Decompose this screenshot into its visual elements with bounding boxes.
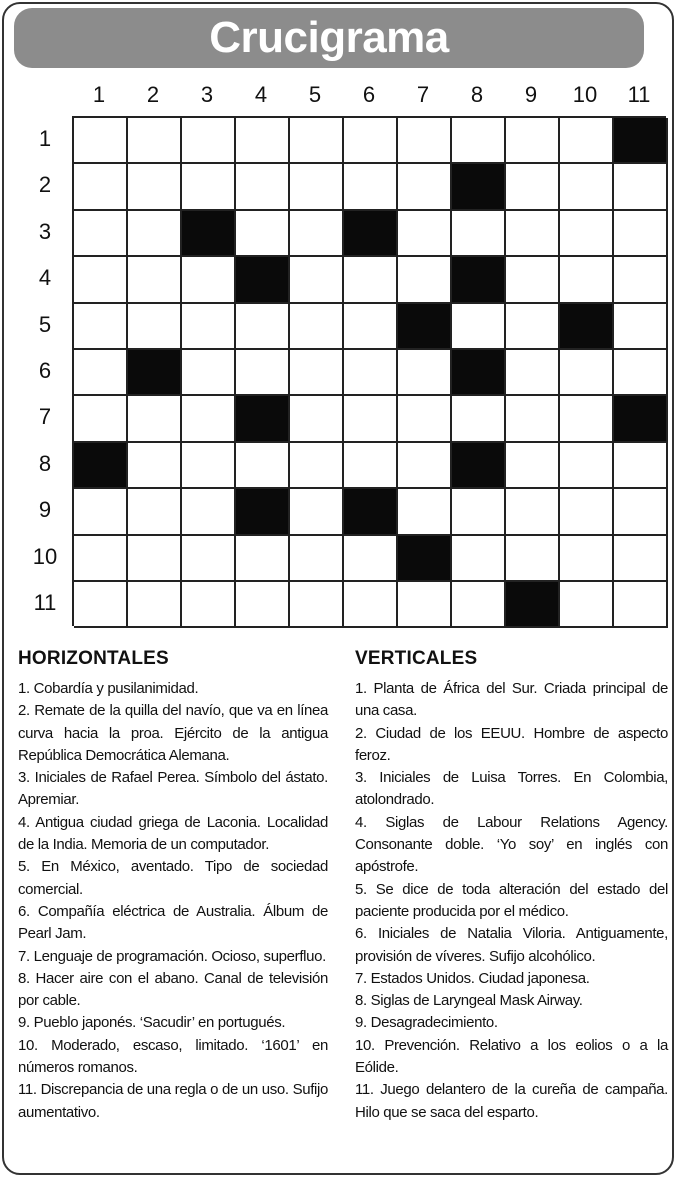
grid-cell-r2-c7[interactable] xyxy=(398,164,452,210)
horizontal-clue-2: 2. Remate de la quilla del navío, que va en línea curva hacia la proa. Ejército de la antigua República Democrática Alemana. xyxy=(18,702,328,764)
vertical-clue-9: 9. Desagradecimiento. xyxy=(355,1014,498,1032)
grid-cell-r1-c1[interactable] xyxy=(74,118,128,164)
vertical-clue-list xyxy=(355,678,668,1124)
horizontal-clue-9: 9. Pueblo japonés. ‘Sacudir’ en portugués. xyxy=(18,1014,286,1032)
grid-cell-r4-c1[interactable] xyxy=(74,257,128,303)
black-cell-r6-c8 xyxy=(452,350,506,396)
column-number-6: 6 xyxy=(362,82,376,107)
horizontal-clue-3: 3. Iniciales de Rafael Perea. Símbolo del ástato. Apremiar. xyxy=(18,769,328,809)
grid-cell-r9-c2[interactable] xyxy=(128,489,182,535)
grid-cell-r1-c4[interactable] xyxy=(236,118,290,164)
grid-cell-r2-c4[interactable] xyxy=(236,164,290,210)
grid-cell-r7-c1[interactable] xyxy=(74,396,128,442)
vertical-clue-3: 3. Iniciales de Luisa Torres. En Colombia, atolondrado. xyxy=(355,769,668,809)
grid-cell-r4-c2[interactable] xyxy=(128,257,182,303)
grid-cell-r4-c6[interactable] xyxy=(344,257,398,303)
grid-cell-r1-c2[interactable] xyxy=(128,118,182,164)
grid-cell-r11-c1[interactable] xyxy=(74,582,128,628)
grid-cell-r5-c5[interactable] xyxy=(290,304,344,350)
grid-cell-r8-c9[interactable] xyxy=(506,443,560,489)
grid-cell-r6-c4[interactable] xyxy=(236,350,290,396)
horizontal-clue-8: 8. Hacer aire con el abano. Canal de televisión por cable. xyxy=(18,969,328,1010)
grid-cell-r7-c10[interactable] xyxy=(560,396,614,442)
black-cell-r4-c8 xyxy=(452,257,506,303)
grid-cell-r3-c8[interactable] xyxy=(452,211,506,257)
grid-cell-r10-c3[interactable] xyxy=(182,536,236,582)
grid-cell-r4-c3[interactable] xyxy=(182,257,236,303)
column-number-4: 4 xyxy=(254,82,268,107)
black-cell-r7-c4 xyxy=(236,396,290,442)
column-number-1: 1 xyxy=(92,82,106,107)
crossword-grid xyxy=(72,116,666,626)
grid-cell-r1-c7[interactable] xyxy=(398,118,452,164)
black-cell-r9-c4 xyxy=(236,489,290,535)
grid-cell-r9-c1[interactable] xyxy=(74,489,128,535)
grid-cell-r3-c10[interactable] xyxy=(560,211,614,257)
horizontal-clues xyxy=(18,648,328,1124)
horizontal-clue-6: 6. Compañía eléctrica de Australia. Álbum de Pearl Jam. xyxy=(18,902,328,943)
grid-cell-r2-c11[interactable] xyxy=(614,164,668,210)
grid-cell-r6-c10[interactable] xyxy=(560,350,614,396)
grid-cell-r8-c11[interactable] xyxy=(614,443,668,489)
grid-cell-r6-c11[interactable] xyxy=(614,350,668,396)
column-number-2: 2 xyxy=(146,82,160,107)
grid-cell-r11-c5[interactable] xyxy=(290,582,344,628)
grid-cell-r11-c2[interactable] xyxy=(128,582,182,628)
grid-cell-r7-c9[interactable] xyxy=(506,396,560,442)
grid-cell-r4-c5[interactable] xyxy=(290,257,344,303)
grid-cell-r6-c1[interactable] xyxy=(74,350,128,396)
horizontal-clue-11: 11. Discrepancia de una regla o de un uso. Sufijo aumentativo. xyxy=(18,1081,328,1121)
column-number-7: 7 xyxy=(416,82,430,107)
grid-cell-r11-c6[interactable] xyxy=(344,582,398,628)
row-number-1: 1 xyxy=(38,126,52,151)
grid-cell-r2-c5[interactable] xyxy=(290,164,344,210)
grid-cell-r3-c5[interactable] xyxy=(290,211,344,257)
black-cell-r1-c11 xyxy=(614,118,668,164)
grid-cell-r11-c4[interactable] xyxy=(236,582,290,628)
grid-cell-r6-c6[interactable] xyxy=(344,350,398,396)
column-number-3: 3 xyxy=(200,82,214,107)
row-number-2: 2 xyxy=(38,172,52,198)
grid-cell-r1-c5[interactable] xyxy=(290,118,344,164)
grid-cell-r8-c3[interactable] xyxy=(182,443,236,489)
black-cell-r7-c11 xyxy=(614,396,668,442)
row-number-4: 4 xyxy=(38,265,52,291)
grid-cell-r10-c4[interactable] xyxy=(236,536,290,582)
grid-cell-r2-c3[interactable] xyxy=(182,164,236,210)
black-cell-r9-c6 xyxy=(344,489,398,535)
row-number-3: 3 xyxy=(38,218,52,244)
grid-cell-r11-c10[interactable] xyxy=(560,582,614,628)
grid-cell-r8-c10[interactable] xyxy=(560,443,614,489)
vertical-clue-7: 7. Estados Unidos. Ciudad japonesa. xyxy=(355,969,590,987)
grid-cell-r2-c2[interactable] xyxy=(128,164,182,210)
horizontal-clue-7: 7. Lenguaje de programación. Ocioso, superfluo. xyxy=(18,947,326,965)
grid-cell-r5-c2[interactable] xyxy=(128,304,182,350)
row-number-11: 11 xyxy=(33,590,57,615)
grid-cell-r3-c4[interactable] xyxy=(236,211,290,257)
column-number-10: 10 xyxy=(572,82,598,107)
vertical-clue-5: 5. Se dice de toda alteración del estado del paciente producida por el médico. xyxy=(355,880,668,920)
grid-cell-r1-c9[interactable] xyxy=(506,118,560,164)
grid-cell-r1-c10[interactable] xyxy=(560,118,614,164)
grid-cell-r10-c2[interactable] xyxy=(128,536,182,582)
grid-cell-r10-c6[interactable] xyxy=(344,536,398,582)
vertical-clue-11: 11. Juego delantero de la cureña de campaña. Hilo que se saca del esparto. xyxy=(355,1081,668,1121)
grid-cell-r1-c8[interactable] xyxy=(452,118,506,164)
horizontal-heading: HORIZONTALES xyxy=(18,648,169,669)
vertical-clue-10: 10. Prevención. Relativo a los eolios o a la Eólide. xyxy=(355,1036,668,1077)
grid-cell-r9-c9[interactable] xyxy=(506,489,560,535)
grid-cell-r3-c1[interactable] xyxy=(74,211,128,257)
grid-cell-r4-c9[interactable] xyxy=(506,257,560,303)
black-cell-r8-c1 xyxy=(74,443,128,489)
grid-cell-r7-c3[interactable] xyxy=(182,396,236,442)
row-number-7: 7 xyxy=(38,404,52,430)
column-number-11: 11 xyxy=(627,82,651,107)
column-numbers xyxy=(72,80,666,110)
grid-cell-r9-c7[interactable] xyxy=(398,489,452,535)
vertical-clue-6: 6. Iniciales de Natalia Viloria. Antiguamente, provisión de víveres. Sufijo alcohólico. xyxy=(355,925,668,965)
grid-cell-r3-c11[interactable] xyxy=(614,211,668,257)
vertical-clues xyxy=(355,648,668,1124)
grid-cell-r10-c1[interactable] xyxy=(74,536,128,582)
black-cell-r6-c2 xyxy=(128,350,182,396)
vertical-clue-4: 4. Siglas de Labour Relations Agency. Consonante doble. ‘Yo soy’ en inglés con apóstrofe. xyxy=(355,813,668,876)
grid-cell-r2-c6[interactable] xyxy=(344,164,398,210)
grid-cell-r2-c9[interactable] xyxy=(506,164,560,210)
grid-cell-r3-c9[interactable] xyxy=(506,211,560,257)
grid-cell-r1-c3[interactable] xyxy=(182,118,236,164)
black-cell-r11-c9 xyxy=(506,582,560,628)
grid-cell-r11-c8[interactable] xyxy=(452,582,506,628)
column-number-5: 5 xyxy=(308,82,322,107)
grid-cell-r1-c6[interactable] xyxy=(344,118,398,164)
grid-cell-r5-c8[interactable] xyxy=(452,304,506,350)
grid-cell-r10-c9[interactable] xyxy=(506,536,560,582)
grid-cell-r10-c8[interactable] xyxy=(452,536,506,582)
grid-cell-r8-c6[interactable] xyxy=(344,443,398,489)
black-cell-r5-c10 xyxy=(560,304,614,350)
grid-cell-r6-c9[interactable] xyxy=(506,350,560,396)
black-cell-r2-c8 xyxy=(452,164,506,210)
horizontal-clue-10: 10. Moderado, escaso, limitado. ‘1601’ en números romanos. xyxy=(18,1036,328,1077)
grid-cell-r3-c7[interactable] xyxy=(398,211,452,257)
grid-cell-r4-c7[interactable] xyxy=(398,257,452,303)
grid-cell-r9-c10[interactable] xyxy=(560,489,614,535)
grid-cell-r10-c11[interactable] xyxy=(614,536,668,582)
black-cell-r8-c8 xyxy=(452,443,506,489)
grid-cell-r11-c3[interactable] xyxy=(182,582,236,628)
grid-cell-r5-c11[interactable] xyxy=(614,304,668,350)
grid-cell-r3-c2[interactable] xyxy=(128,211,182,257)
grid-cell-r7-c5[interactable] xyxy=(290,396,344,442)
column-number-9: 9 xyxy=(524,82,538,107)
horizontal-clue-1: 1. Cobardía y pusilanimidad. xyxy=(18,680,199,697)
black-cell-r5-c7 xyxy=(398,304,452,350)
grid-cell-r5-c6[interactable] xyxy=(344,304,398,350)
grid-cell-r9-c8[interactable] xyxy=(452,489,506,535)
row-number-5: 5 xyxy=(38,311,52,337)
grid-cell-r6-c5[interactable] xyxy=(290,350,344,396)
grid-cell-r11-c11[interactable] xyxy=(614,582,668,628)
vertical-heading: VERTICALES xyxy=(355,648,478,669)
page-title: Crucigrama xyxy=(209,13,449,62)
grid-cell-r8-c7[interactable] xyxy=(398,443,452,489)
grid-cell-r7-c7[interactable] xyxy=(398,396,452,442)
column-number-8: 8 xyxy=(470,82,484,107)
grid-cell-r10-c5[interactable] xyxy=(290,536,344,582)
grid-cell-r9-c5[interactable] xyxy=(290,489,344,535)
horizontal-clue-4: 4. Antigua ciudad griega de Laconia. Localidad de la India. Memoria de un computador. xyxy=(18,813,328,854)
black-cell-r4-c4 xyxy=(236,257,290,303)
grid-cell-r2-c10[interactable] xyxy=(560,164,614,210)
grid-cell-r8-c2[interactable] xyxy=(128,443,182,489)
grid-cell-r2-c1[interactable] xyxy=(74,164,128,210)
row-number-9: 9 xyxy=(38,497,52,523)
black-cell-r3-c3 xyxy=(182,211,236,257)
grid-cell-r8-c4[interactable] xyxy=(236,443,290,489)
grid-cell-r5-c9[interactable] xyxy=(506,304,560,350)
grid-cell-r4-c11[interactable] xyxy=(614,257,668,303)
grid-cell-r5-c3[interactable] xyxy=(182,304,236,350)
grid-cell-r7-c2[interactable] xyxy=(128,396,182,442)
black-cell-r3-c6 xyxy=(344,211,398,257)
grid-cell-r6-c7[interactable] xyxy=(398,350,452,396)
horizontal-clue-5: 5. En México, aventado. Tipo de sociedad comercial. xyxy=(18,858,328,898)
row-number-6: 6 xyxy=(38,358,52,383)
horizontal-clue-list xyxy=(18,678,328,1124)
grid-cell-r11-c7[interactable] xyxy=(398,582,452,628)
vertical-clue-1: 1. Planta de África del Sur. Criada principal de una casa. xyxy=(355,680,668,720)
row-number-8: 8 xyxy=(38,450,52,476)
grid-cell-r7-c8[interactable] xyxy=(452,396,506,442)
grid-cell-r9-c3[interactable] xyxy=(182,489,236,535)
vertical-clue-8: 8. Siglas de Laryngeal Mask Airway. xyxy=(355,992,583,1010)
title-banner xyxy=(14,8,644,68)
grid-cell-r4-c10[interactable] xyxy=(560,257,614,303)
black-cell-r10-c7 xyxy=(398,536,452,582)
grid-cell-r6-c3[interactable] xyxy=(182,350,236,396)
grid-cell-r5-c1[interactable] xyxy=(74,304,128,350)
vertical-clue-2: 2. Ciudad de los EEUU. Hombre de aspecto feroz. xyxy=(355,724,668,764)
grid-cell-r5-c4[interactable] xyxy=(236,304,290,350)
grid-cell-r10-c10[interactable] xyxy=(560,536,614,582)
row-numbers xyxy=(22,116,68,626)
grid-cell-r8-c5[interactable] xyxy=(290,443,344,489)
row-number-10: 10 xyxy=(32,543,58,569)
grid-cell-r9-c11[interactable] xyxy=(614,489,668,535)
grid-cell-r7-c6[interactable] xyxy=(344,396,398,442)
